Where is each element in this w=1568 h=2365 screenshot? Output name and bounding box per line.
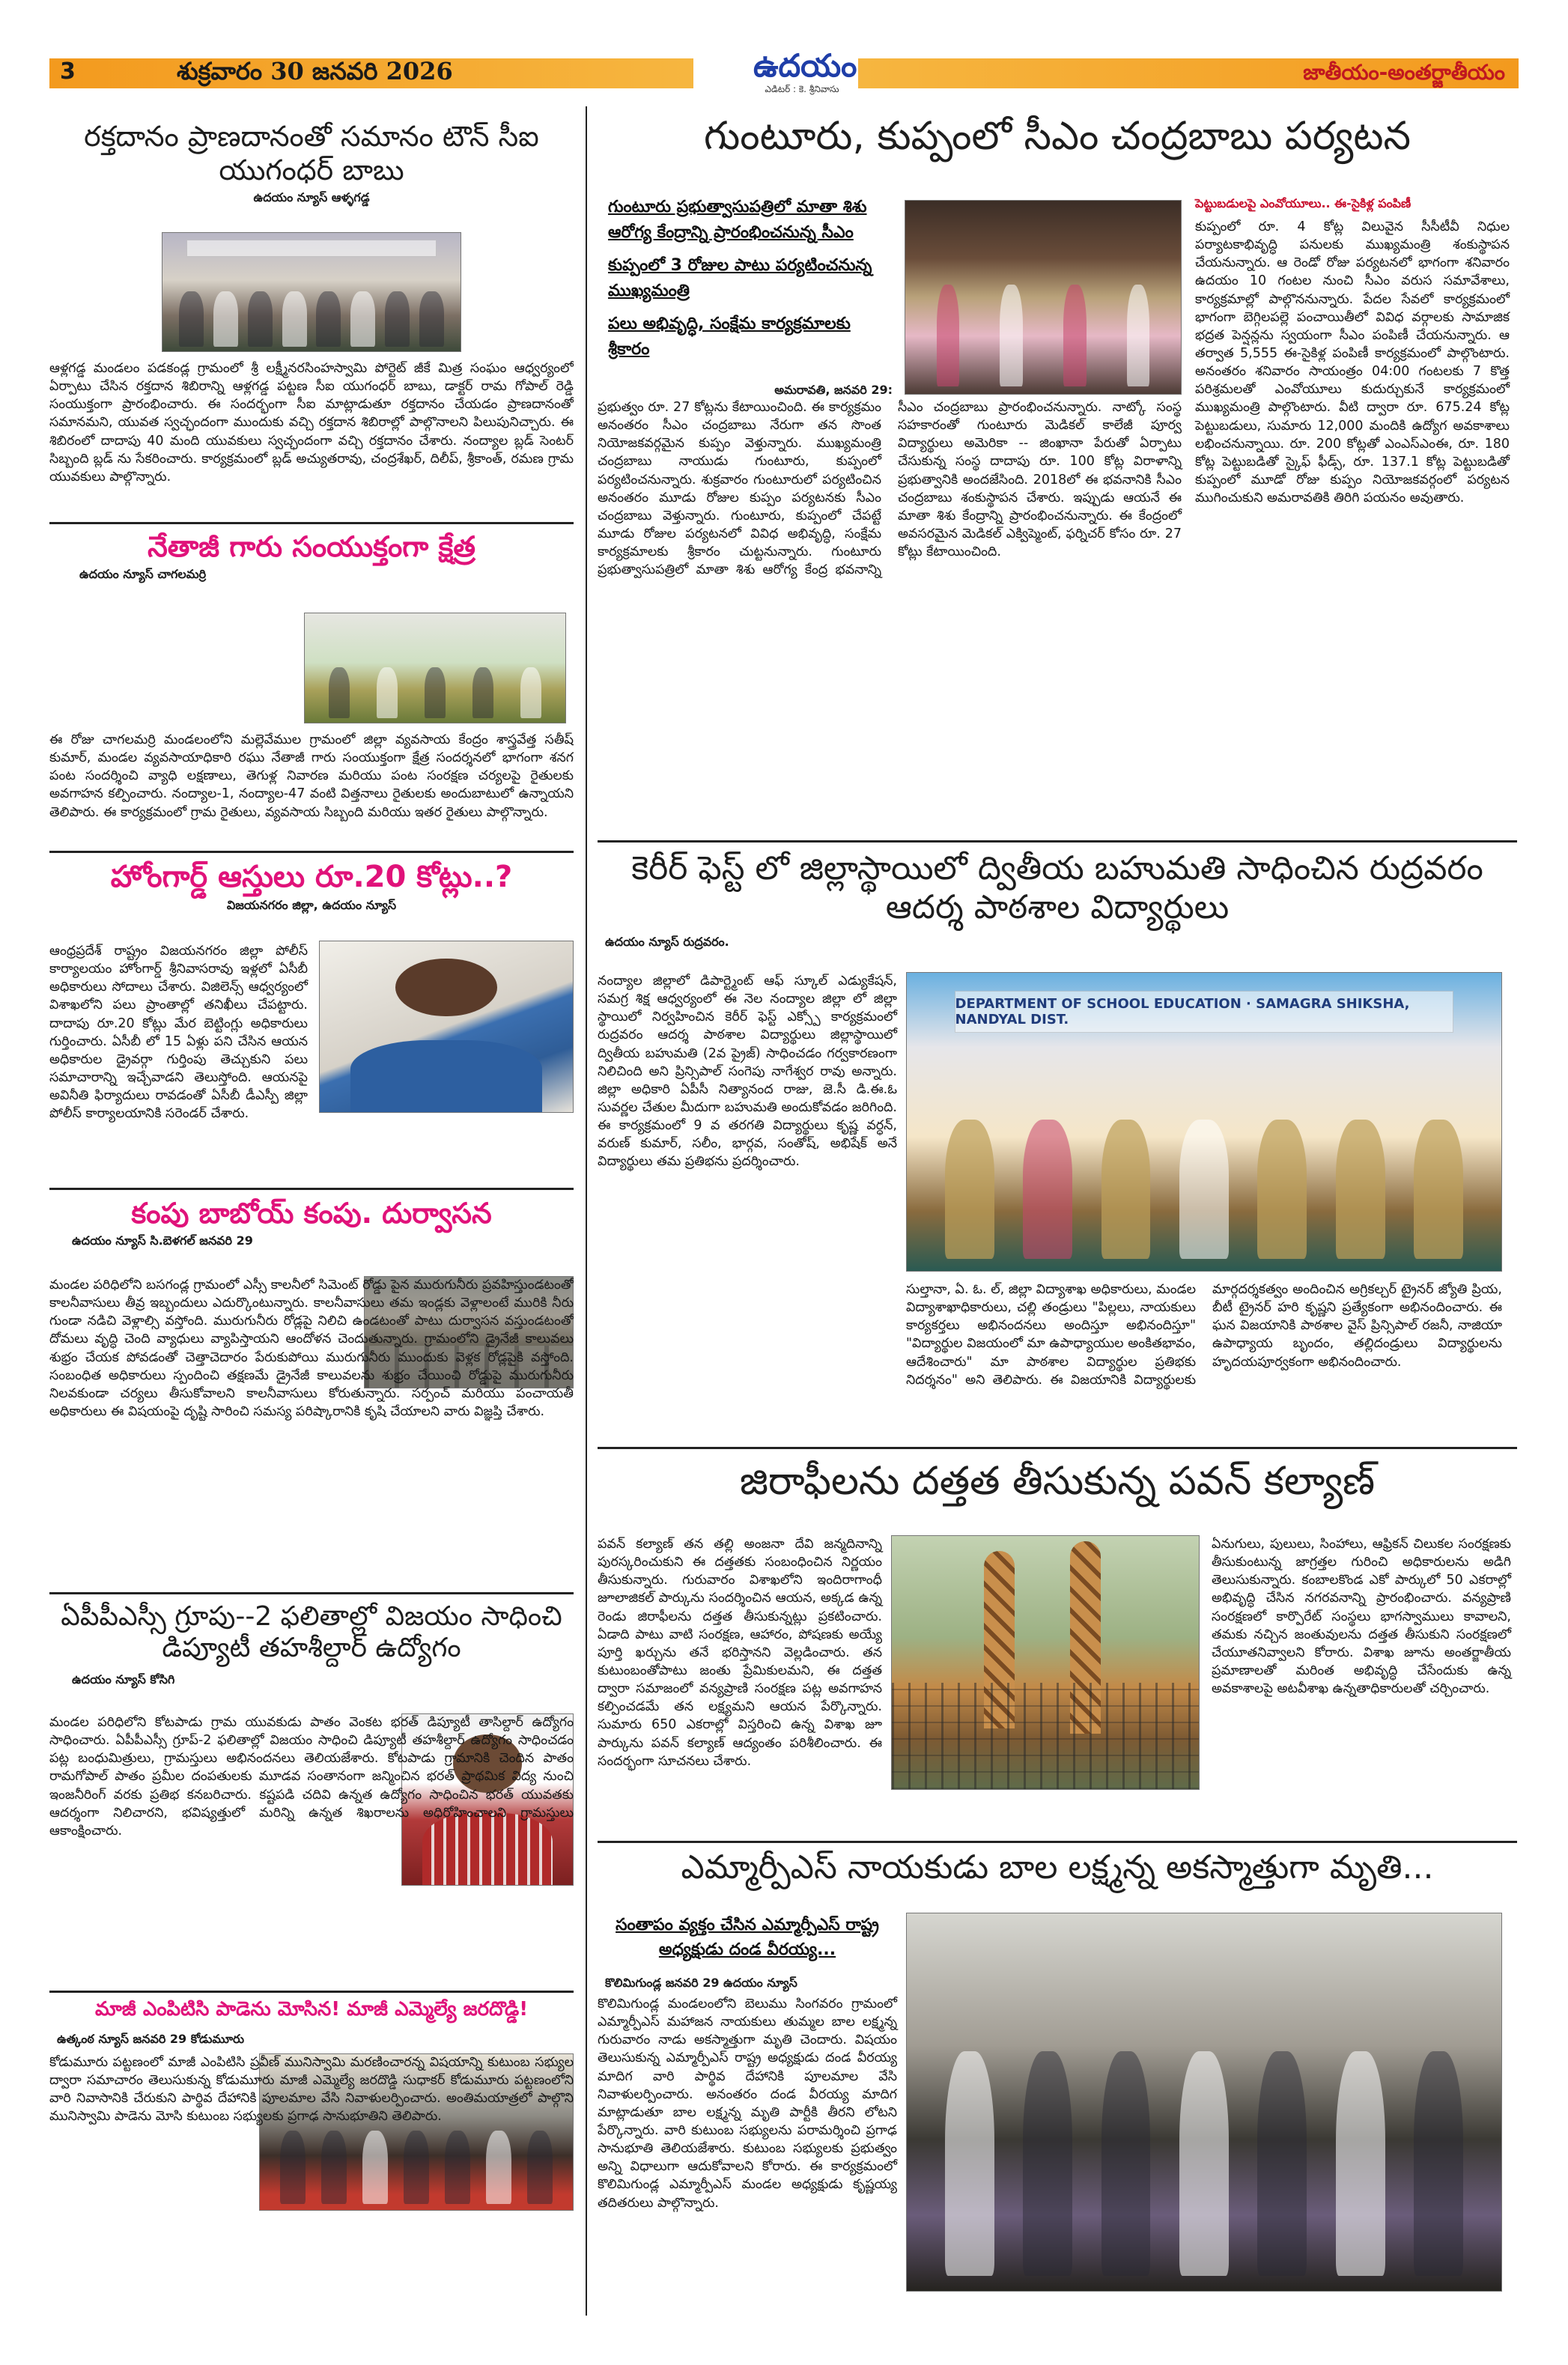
byline: ఉదయం న్యూస్ రుద్రవరం. bbox=[605, 934, 729, 949]
byline: ఉదయం న్యూస్ కోసిగి bbox=[72, 1672, 175, 1687]
headline: కెరీర్ ఫెస్ట్ లో జిల్లాస్థాయిలో ద్వితీయ బహుమతి సాధించిన రుద్రవరం ఆదర్శ పాఠశాల విద్యార్థులు bbox=[631, 849, 1483, 926]
subhead: కుప్పంలో 3 రోజుల పాటు పర్యటించనున్న ముఖ్యమంత్రి bbox=[608, 256, 872, 301]
subhead: గుంటూరు ప్రభుత్వాసుపత్రిలో మాతా శిశు ఆరోగ్య కేంద్రాన్ని ప్రారంభించనున్న సీఎం bbox=[608, 198, 867, 243]
article-blood-donation bbox=[49, 120, 574, 517]
byline: ఉదయం న్యూస్ ఆళ్ళగడ్డ bbox=[253, 189, 370, 204]
headline: మాజీ ఎంపిటిసి పాడెను మోసిన! మాజీ ఎమ్మెల్యే జరదొడ్డి! bbox=[94, 1998, 529, 2021]
logo-tagline: ఎడిటర్ : కె. శ్రీనివాసు bbox=[765, 84, 839, 94]
giraffe-photo bbox=[891, 1535, 1200, 1790]
headline: రక్తదానం ప్రాణదానంతో సమానం టౌన్ సీఐ యుగంధర్ బాబు bbox=[84, 120, 539, 186]
headline: కంపు బాబోయ్ కంపు. దుర్వాసన bbox=[131, 1197, 492, 1230]
byline: విజయనగరం జిల్లా, ఉదయం న్యూస్ bbox=[226, 898, 397, 913]
inline-subhead: పెట్టుబడులపై ఎంవోయూలు.. ఈ-సైకిళ్ల పంపిణీ bbox=[1195, 196, 1411, 210]
article-body: మండల పరిధిలోని బసగండ్ల గ్రామంలో ఎస్సీ కాలనీలో సిమెంట్ రోడ్డు పైన మురుగునీరు ప్రవహిస్తుండటంతో కాలనీవాసులు తీవ్ర ఇబ్బందులు ఎదుర్కొంటున్నారు. కాలనీవాసులు తమ ఇండ్లకు వెళ్లాలంటే మురికి నీరు గుండా నడిచి వెళ్లాల్సి వస్తోంది. మురుగునీరు రోడ్లపై నిలిచి ఉండటంతో పాటు దుర్వాసన వస్తుండటంతో దోమలు వృద్ధి చెంది వ్యాధులు వ్యాపిస్తాయని ఆందోళన చెందుతున్నారు. గ్రామంలోని డ్రైనేజీ కాలువలు శుభ్రం చేయక పోవడంతో చెత్తాచెదారం పేరుకుపోయి మురుగునీరు ముందుకు వెళ్లక రోడ్లపైకి వస్తోంది. సంబంధిత అధికారులు స్పందించి తక్షణమే డ్రైనేజీ కాలువలను శుభ్రం చేయించి రోడ్డుపై మురుగునీరు నిలవకుండా చర్యలు తీసుకోవాలని కాలనీవాసులు కోరుతున్నారు. సర్పంచ్ మరియు పంచాయతీ అధికారులు ఈ విషయంపై దృష్టి సారించి సమస్య పరిష్కారానికి కృషి చేయాలని వారు విజ్ఞప్తి చేశారు. bbox=[49, 1278, 574, 1419]
divider bbox=[49, 1188, 574, 1190]
home-guard-photo bbox=[319, 941, 574, 1113]
article-mrps-leader bbox=[598, 1848, 1517, 2328]
article-body: కోడుమూరు పట్టణంలో మాజీ ఎంపిటిసి ప్రవీణ్ మునిస్వామి మరణించారన్న విషయాన్ని కుటుంబ సభ్యుల ద్వారా సమాచారం తెలుసుకున్న కోడుమూరు మాజీ ఎమ్మెల్యే జరదొడ్డి సుధాకర్ కోడుమూరు పట్టణంలోని వారి నివాసానికి చేరుకుని పార్థివ దేహానికి పూలమాల వేసి నివాళులర్పించారు. అంతిమయాత్రలో పాల్గొని మునిస్వామి పాడెను మోసి కుటుంబ సభ్యులకు ప్రగాఢ సానుభూతిని తెలిపారు. bbox=[49, 2055, 574, 2125]
divider bbox=[598, 1447, 1517, 1449]
article-body: ఈ రోజు చాగలమర్రి మండలంలోని మల్లెవేముల గ్రామంలో జిల్లా వ్యవసాయ కేంద్రం శాస్త్రవేత్త సతీష్ కుమార్, మండల వ్యవసాయాధికారి రఘు నేతాజీ గారు సంయుక్తంగా క్షేత్ర సందర్శనలో భాగంగా శనగ పంట సందర్శించి వ్యాధి లక్షణాలు, తెగుళ్ల నివారణ మరియు పంట సంరక్షణ చర్యలపై రైతులకు అవగాహన కల్పించారు. నంద్యాల-1, నంద్యాల-47 వంటి విత్తనాలు రైతులకు అందుబాటులో ఉన్నాయని తెలిపారు. ఈ కార్యక్రమంలో గ్రామ రైతులు, వ్యవసాయ సిబ్బంది మరియు ఇతర రైతులు పాల్గొన్నారు. bbox=[49, 732, 574, 820]
page-number: 3 bbox=[60, 58, 76, 85]
byline: కొలిమిగుండ్ల జనవరి 29 ఉదయం న్యూస్ bbox=[605, 1976, 797, 1990]
article-body-part-a: ప్రభుత్వం రూ. 27 కోట్లను కేటాయించింది. ఈ కార్యక్రమం అనంతరం సీఎం చంద్రబాబు నేరుగా తన సొంత నియోజకవర్గమైన కుప్పం వెళ్తున్నారు. ముఖ్యమంత్రి చంద్రబాబు నాయుడు గుంటూరు, కుప్పంలో పర్యటించనున్నారు. శుక్రవారం గుంటూరులో పర్యటించిన అనంతరం మూడు రోజుల కుప్పం పర్యటనకు సీఎం చంద్రబాబు వెళ్తున్నారు. గుంటూరు, కుప్పంలో చేపట్టే మూడు రోజుల పర్యటనలో వివిధ అభివృద్ధి, సంక్షేమ కార్యక్రమాలకు శ్రీకారం చుట్టనున్నారు. గుంటూరు ప్రభుత్వాసుపత్రిలో మాతా శిశు ఆరోగ్య కేంద్ర భవనాన్ని సీఎం చంద్రబాబు ప్రారంభించనున్నారు. నాట్కో సంస్థ సహకారంతో గుంటూరు మెడికల్ కాలేజీ పూర్వ విద్యార్థులు అమెరికా -- జింఖానా పేరుతో ఏర్పాటు చేసుకున్న సంస్థ దాదాపు రూ. 100 కోట్ల విరాళాన్ని ప్రభుత్వానికి అందజేసింది. 2018లో ఈ భవనానికి సీఎం చంద్రబాబు శంకుస్థాపన చేశారు. ఇప్పుడు ఆయనే ఈ మాతా శిశు కేంద్రాన్ని ప్రారంభించనున్నారు. ఈ కేంద్రంలో అవసరమైన మెడికల్ ఎక్విప్మెంట్, ఫర్నిచర్ కోసం రూ. 27 కోట్లు కేటాయించింది. bbox=[598, 400, 1182, 578]
article-field-visit bbox=[49, 530, 574, 845]
divider bbox=[49, 851, 574, 853]
newspaper-logo[interactable] bbox=[753, 47, 857, 97]
lead-headline: గుంటూరు, కుప్పంలో సీఎం చంద్రబాబు పర్యటన bbox=[703, 114, 1411, 159]
left-column bbox=[49, 106, 574, 2316]
divider bbox=[598, 1841, 1517, 1843]
headline: నేతాజీ గారు సంయుక్తంగా క్షేత్ర bbox=[148, 530, 475, 563]
subheads bbox=[608, 195, 893, 404]
right-column bbox=[598, 106, 1517, 2316]
article-home-guard bbox=[49, 860, 574, 1182]
subhead: సంతాపం వ్యక్తం చేసిన ఎమ్మార్పీఎస్ రాష్ట్ర అధ్యక్షుడు దండ వీరయ్య... bbox=[616, 1916, 879, 1959]
headline: హోంగార్డ్ ఆస్తులు రూ.20 కోట్లు..? bbox=[110, 860, 513, 894]
byline: ఉదయం న్యూస్ చాగలమర్రి bbox=[79, 566, 207, 581]
article-cm-visit bbox=[598, 114, 1517, 834]
byline: ఉత్కంఠ న్యూస్ జనవరి 29 కోడుమూరు bbox=[57, 2031, 245, 2046]
headline: ఏపీపీఎస్సీ గ్రూపు--2 ఫలితాల్లో విజయం సాధించి డిప్యూటీ తహశీల్దార్ ఉద్యోగం bbox=[61, 1601, 562, 1664]
article-body: ఆళ్లగడ్డ మండలం పడకండ్ల గ్రామంలో శ్రీ లక్ష్మీనరసింహస్వామి పోర్టెట్ జీకే మిత్ర సంఘం ఆధ్వర్యంలో ఏర్పాటు చేసిన రక్తదాన శిబిరాన్ని ఆళ్లగడ్డ పట్టణ సీఐ యుగంధర్ బాబు, డాక్టర్ రామ గోపాల్ రెడ్డి సంయుక్తంగా ప్రారంభించారు. ఈ సందర్భంగా సీఐ మాట్లాడుతూ రక్తదానం చేయడం ప్రాణదానంతో సమానమని, యువత స్వచ్ఛందంగా ముందుకు వచ్చి రక్తదాన శిబిరాల్లో పాల్గొనాలని పిలుపునిచ్చారు. ఈ శిబిరంలో దాదాపు 40 మంది యువకులు స్వచ్ఛందంగా వచ్చి రక్తదానం చేశారు. నంద్యాల బ్లడ్ సెంటర్ సిబ్బంది బ్లడ్ ను సేకరించారు. కార్యక్రమంలో బ్లడ్ అచ్యుతరావు, చంద్రశేఖర్, దిలీప్, శ్రీకాంత్, రమణ గ్రామ యువకులు పాల్గొన్నారు. bbox=[49, 361, 574, 485]
byline: ఉదయం న్యూస్ సి.బెళగల్ జనవరి 29 bbox=[72, 1233, 253, 1248]
career-fest-photo bbox=[906, 972, 1502, 1272]
article-body: కొలిమిగుండ్ల మండలంలోని బెలుము సింగవరం గ్రామంలో ఎమ్మార్పీఎస్ మహాజన నాయకులు తుమ్మల బాల లక్ష్మన్న గురువారం నాడు అకస్మాత్తుగా మృతి చెందారు. విషయం తెలుసుకున్న ఎమ్మార్పీఎస్ రాష్ట్ర అధ్యక్షుడు దండ వీరయ్య మాదిగ వారి పార్థివ దేహానికి పూలమాల వేసి నివాళులర్పించారు. అనంతరం దండ వీరయ్య మాదిగ మాట్లాడుతూ బాల లక్ష్మన్న మృతి పార్టీకి తీరని లోటని పేర్కొన్నారు. వారి కుటుంబ సభ్యులను పరామర్శించి ప్రగాఢ సానుభూతి తెలియజేశారు. కుటుంబ సభ్యులకు ప్రభుత్వం అన్ని విధాలుగా ఆదుకోవాలని కోరారు. ఈ కార్యక్రమంలో కొలిమిగుండ్ల ఎమ్మార్పీఎస్ మండల అధ్యక్షుడు కృష్ణయ్య తదితరులు పాల్గొన్నారు. bbox=[598, 1997, 897, 2211]
headline: ఎమ్మార్పీఎస్ నాయకుడు బాల లక్ష్మన్న అకస్మాత్తుగా మృతి... bbox=[681, 1848, 1434, 1886]
blood-donation-photo bbox=[162, 232, 461, 352]
divider bbox=[49, 1991, 574, 1993]
article-body-part-b: కుప్పంలో రూ. 4 కోట్ల విలువైన సీసీటీవీ నిధుల పర్యాటకాభివృద్ధి పనులకు ముఖ్యమంత్రి శంకుస్థాపన చేయనున్నారు. ఆ రెండో రోజు పర్యటనలో భాగంగా శనివారం ఉదయం 10 గంటల నుంచి సీఎం వరుస సమావేశాలు, కార్యక్రమాల్లో పాల్గొననున్నారు. పేదల సేవలో కార్యక్రమంలో భాగంగా బెగ్గిలపల్లె పంచాయితీలో వివిధ వర్గాలకు సామాజిక భద్రత పెన్షన్లను స్వయంగా సీఎం పంపిణీ చేయనున్నారు. ఆ తర్వాత 5,555 ఈ-సైకిళ్ల పంపిణీ కార్యక్రమంలో పాల్గొంటారు. అనంతరం శనివారం సాయంత్రం 04:00 గంటలకు 7 కొత్త పరిశ్రమలతో ఎంవోయూలు కుదుర్చుకునే కార్యక్రమంలో ముఖ్యమంత్రి పాల్గొంటారు. వీటి ద్వారా రూ. 675.24 కోట్ల పెట్టుబడులు, సుమారు 12,000 మందికి ఉద్యోగ అవకాశాలు లభించనున్నాయి. రూ. 200 కోట్లతో ఎంఎస్ఎంఈ, రూ. 180 కోట్ల పెట్టుబడితో స్కైఫ్ ఫీడ్స్, రూ. 137.1 కోట్ల పెట్టుబడితో కుప్పంలో మూడో రోజు కుప్పం నియోజకవర్గంలో పర్యటన ముగించుకుని అమరావతికి తిరిగి పయనం అవుతారు. bbox=[1195, 219, 1510, 506]
cm-visit-right-text bbox=[1195, 196, 1510, 507]
photo-banner: DEPARTMENT OF SCHOOL EDUCATION · SAMAGRA SHIKSHA, NANDYAL DIST. bbox=[955, 991, 1454, 1033]
divider bbox=[49, 1592, 574, 1594]
field-visit-photo bbox=[304, 613, 566, 723]
article-body: మండల పరిధిలోని కోటపాడు గ్రామ యువకుడు పాతం వెంకట భరత్ డిప్యూటీ తాసిల్దార్ ఉద్యోగం సాధించారు. ఏపీపీఎస్సీ గ్రూప్-2 ఫలితాల్లో విజయం సాధించి డిప్యూటీ తహశీల్దార్ ఉద్యోగం సాధించడం పట్ల బంధుమిత్రులు, గ్రామస్తులు అభినందనలు తెలియజేశారు. కోటపాడు గ్రామానికి చెందిన పాతం రామగోపాల్ పాతం ప్రమీల దంపతులకు మూడవ సంతానంగా జన్మించిన భరత్ ప్రాథమిక విద్య నుంచి ఇంజనీరింగ్ వరకు ప్రతిభ కనబరిచారు. కష్టపడి చదివి ఉన్నత ఉద్యోగం సాధించిన భరత్ యువతకు ఆదర్శంగా నిలిచారని, భవిష్యత్తులో మరిన్ని ఉన్నత శిఖరాలను అధిరోహించాలని గ్రామస్తులు ఆకాంక్షించారు. bbox=[49, 1715, 574, 1839]
divider bbox=[598, 840, 1517, 843]
article-body: ఆంధ్రప్రదేశ్ రాష్ట్రం విజయనగరం జిల్లా పోలీస్ కార్యాలయం హోంగార్డ్ శ్రీనివాసరావు ఇళ్లలో ఏసీబీ అధికారులు సోదాలు చేశారు. విజిలెన్స్ ఆధ్వర్యంలో విశాఖలోని పలు ప్రాంతాల్లో తనిఖీలు చేపట్టారు. దాదాపు రూ.20 కోట్లు మేర బెట్టింగ్లు అధికారులు గుర్తించారు. ఏసీబీ లో 15 ఏళ్లు పని చేసిన ఆయన అధికారుల డ్రైవర్గా గుర్తింపు తెచ్చుకుని పలు సమాచారాన్ని ఇచ్చేవాడని తెలుస్తోంది. ఆయనపై అవినీతి ఫిర్యాదులు రావడంతో ఏసీబీ డీఎస్పీ జిల్లా పోలీస్ కార్యాలయానికి సరెండర్ చేశారు. bbox=[49, 944, 308, 1122]
divider bbox=[49, 522, 574, 524]
article-career-fest bbox=[598, 849, 1517, 1508]
article-former-mptc bbox=[49, 1998, 574, 2328]
article-body-part-b: సుల్తానా, ఏ. ఓ. ల్, జిల్లా విద్యాశాఖ అధికారులు, మండల విద్యాశాఖాధికారులు, చల్లి తండ్రులు "పిల్లలు, నాయకులు కార్యకర్తలు అభినందనలు అందిస్తూ అభినందిస్తూ" "విద్యార్థుల విజయంలో మా ఉపాధ్యాయుల అంకితభావం, ఆదేశించారు" మా పాఠశాల విద్యార్థుల ప్రతిభకు నిదర్శనం" అని తెలిపారు. ఈ విజయానికి విద్యార్థులకు మార్గదర్శకత్వం అందించిన అగ్రికల్చర్ ట్రైనర్ జ్యోతి ప్రియ, బీటీ ట్రైనర్ హరి కృష్ణని ప్రత్యేకంగా అభినందించారు. ఈ ఘన విజయానికి పాఠశాల వైస్ ప్రిన్సిపాల్ రజనీ, నాజియా ఉపాధ్యాయ బృందం, తల్లిదండ్రులు విద్యార్థులను హృదయపూర్వకంగా అభినందించారు. bbox=[906, 1282, 1502, 1388]
article-body-part-a: నంద్యాల జిల్లాలో డిపార్ట్మెంట్ ఆఫ్ స్కూల్ ఎడ్యుకేషన్, సమగ్ర శిక్ష ఆధ్వర్యంలో ఈ నెల నంద్యాల జిల్లా లో జిల్లా స్థాయిలో నిర్వహించిన కెరీర్ ఫెస్ట్ ఎక్స్పో కార్యక్రమంలో రుద్రవరం ఆదర్శ పాఠశాల విద్యార్థులు జిల్లాస్థాయిలో ద్వితీయ బహుమతి (2వ ప్రైజ్) సాధించడం గర్వకారణంగా నిలిచింది అని ప్రిన్సిపాల్ సంగెపు నాగేశ్వర రావు అన్నారు. జిల్లా అధికారి ఏపీసీ నిత్యానంద రాజు, జె.సీ డి.ఈ.ఓ సువర్ణల చేతుల మీదుగా బహుమతి అందుకోవడం జరిగింది. ఈ కార్యక్రమంలో 9 వ తరగతి విద్యార్థులు కృష్ణ వర్ధన్, వరుణ్ కుమార్, సలీం, భార్గవ, సంతోష్, అభిషేక్ అనే విద్యార్థులు తమ ప్రతిభను ప్రదర్శించారు. bbox=[598, 974, 897, 1170]
byline: అమరావతి, జనవరి 29: bbox=[774, 382, 893, 397]
article-body-part-a: పవన్ కల్యాణ్ తన తల్లి అంజనా దేవి జన్మదినాన్ని పురస్కరించుకుని ఈ దత్తతకు సంబంధించిన నిర్ణయం తీసుకున్నారు. గురువారం విశాఖలోని ఇందిరాగాంధీ జూలాజికల్ పార్కును సందర్శించిన ఆయన, అక్కడ ఉన్న రెండు జిరాఫీలను దత్తత తీసుకున్నట్లు ప్రకటించారు. ఏడాది పాటు వాటి సంరక్షణ, ఆహారం, పోషణకు అయ్యే పూర్తి ఖర్చును తనే భరిస్తానని వెల్లడించారు. తన కుటుంబంతోపాటు జంతు ప్రేమికులమని, ఈ దత్తత ద్వారా సమాజంలో వన్యప్రాణి సంరక్షణ పట్ల అవగాహన కల్పించడమే తన లక్ష్యమని ఆయన పేర్కొన్నారు. సుమారు 650 ఎకరాల్లో విస్తరించి ఉన్న విశాఖ జూ పార్కును పవన్ కల్యాణ్ ఆద్యంతం పరిశీలించారు. ఈ సందర్భంగా సూచనలు చేశారు. bbox=[598, 1537, 882, 1769]
article-sanitation bbox=[49, 1197, 574, 1586]
logo-wordmark: ఉదయం bbox=[753, 47, 857, 84]
article-body-part-b: ఏనుగులు, పులులు, సింహాలు, ఆఫ్రికన్ చిలుకల సంరక్షణకు తీసుకుంటున్న జాగ్రత్తల గురించి అధికారులను అడిగి తెలుసుకున్నారు. కంబాలకొండ ఎకో పార్కులో 50 ఎకరాల్లో అభివృద్ధి చేసిన నగరవనాన్ని ప్రారంభించారు. వన్యప్రాణి సంరక్షణలో కార్పొరేట్ సంస్థలు భాగస్వాములు కావాలని, తమకు నచ్చిన జంతువులను దత్తత తీసుకుని సంరక్షణలో చేయూతనివ్వాలని కోరారు. విశాఖ జూను అంతర్జాతీయ ప్రమాణాలతో మరింత అభివృద్ధి చేసేందుకు ఉన్న అవకాశాలపై అటవీశాఖ ఉన్నతాధికారులతో చర్చించారు. bbox=[1212, 1537, 1511, 1697]
article-appsc-result bbox=[49, 1601, 574, 2050]
masthead bbox=[49, 48, 1519, 99]
section-label: జాతీయం-అంతర్జాతీయం bbox=[1303, 60, 1505, 85]
issue-date: శుక్రవారం 30 జనవరి 2026 bbox=[177, 57, 453, 85]
mourning-photo bbox=[906, 1913, 1502, 2292]
subhead: పలు అభివృద్ధి, సంక్షేమ కార్యక్రమాలకు శ్రీకారం bbox=[608, 315, 851, 359]
cm-visit-photo bbox=[905, 200, 1182, 395]
headline: జిరాఫీలను దత్తత తీసుకున్న పవన్ కల్యాణ్ bbox=[739, 1459, 1376, 1504]
column-divider bbox=[586, 106, 587, 2316]
